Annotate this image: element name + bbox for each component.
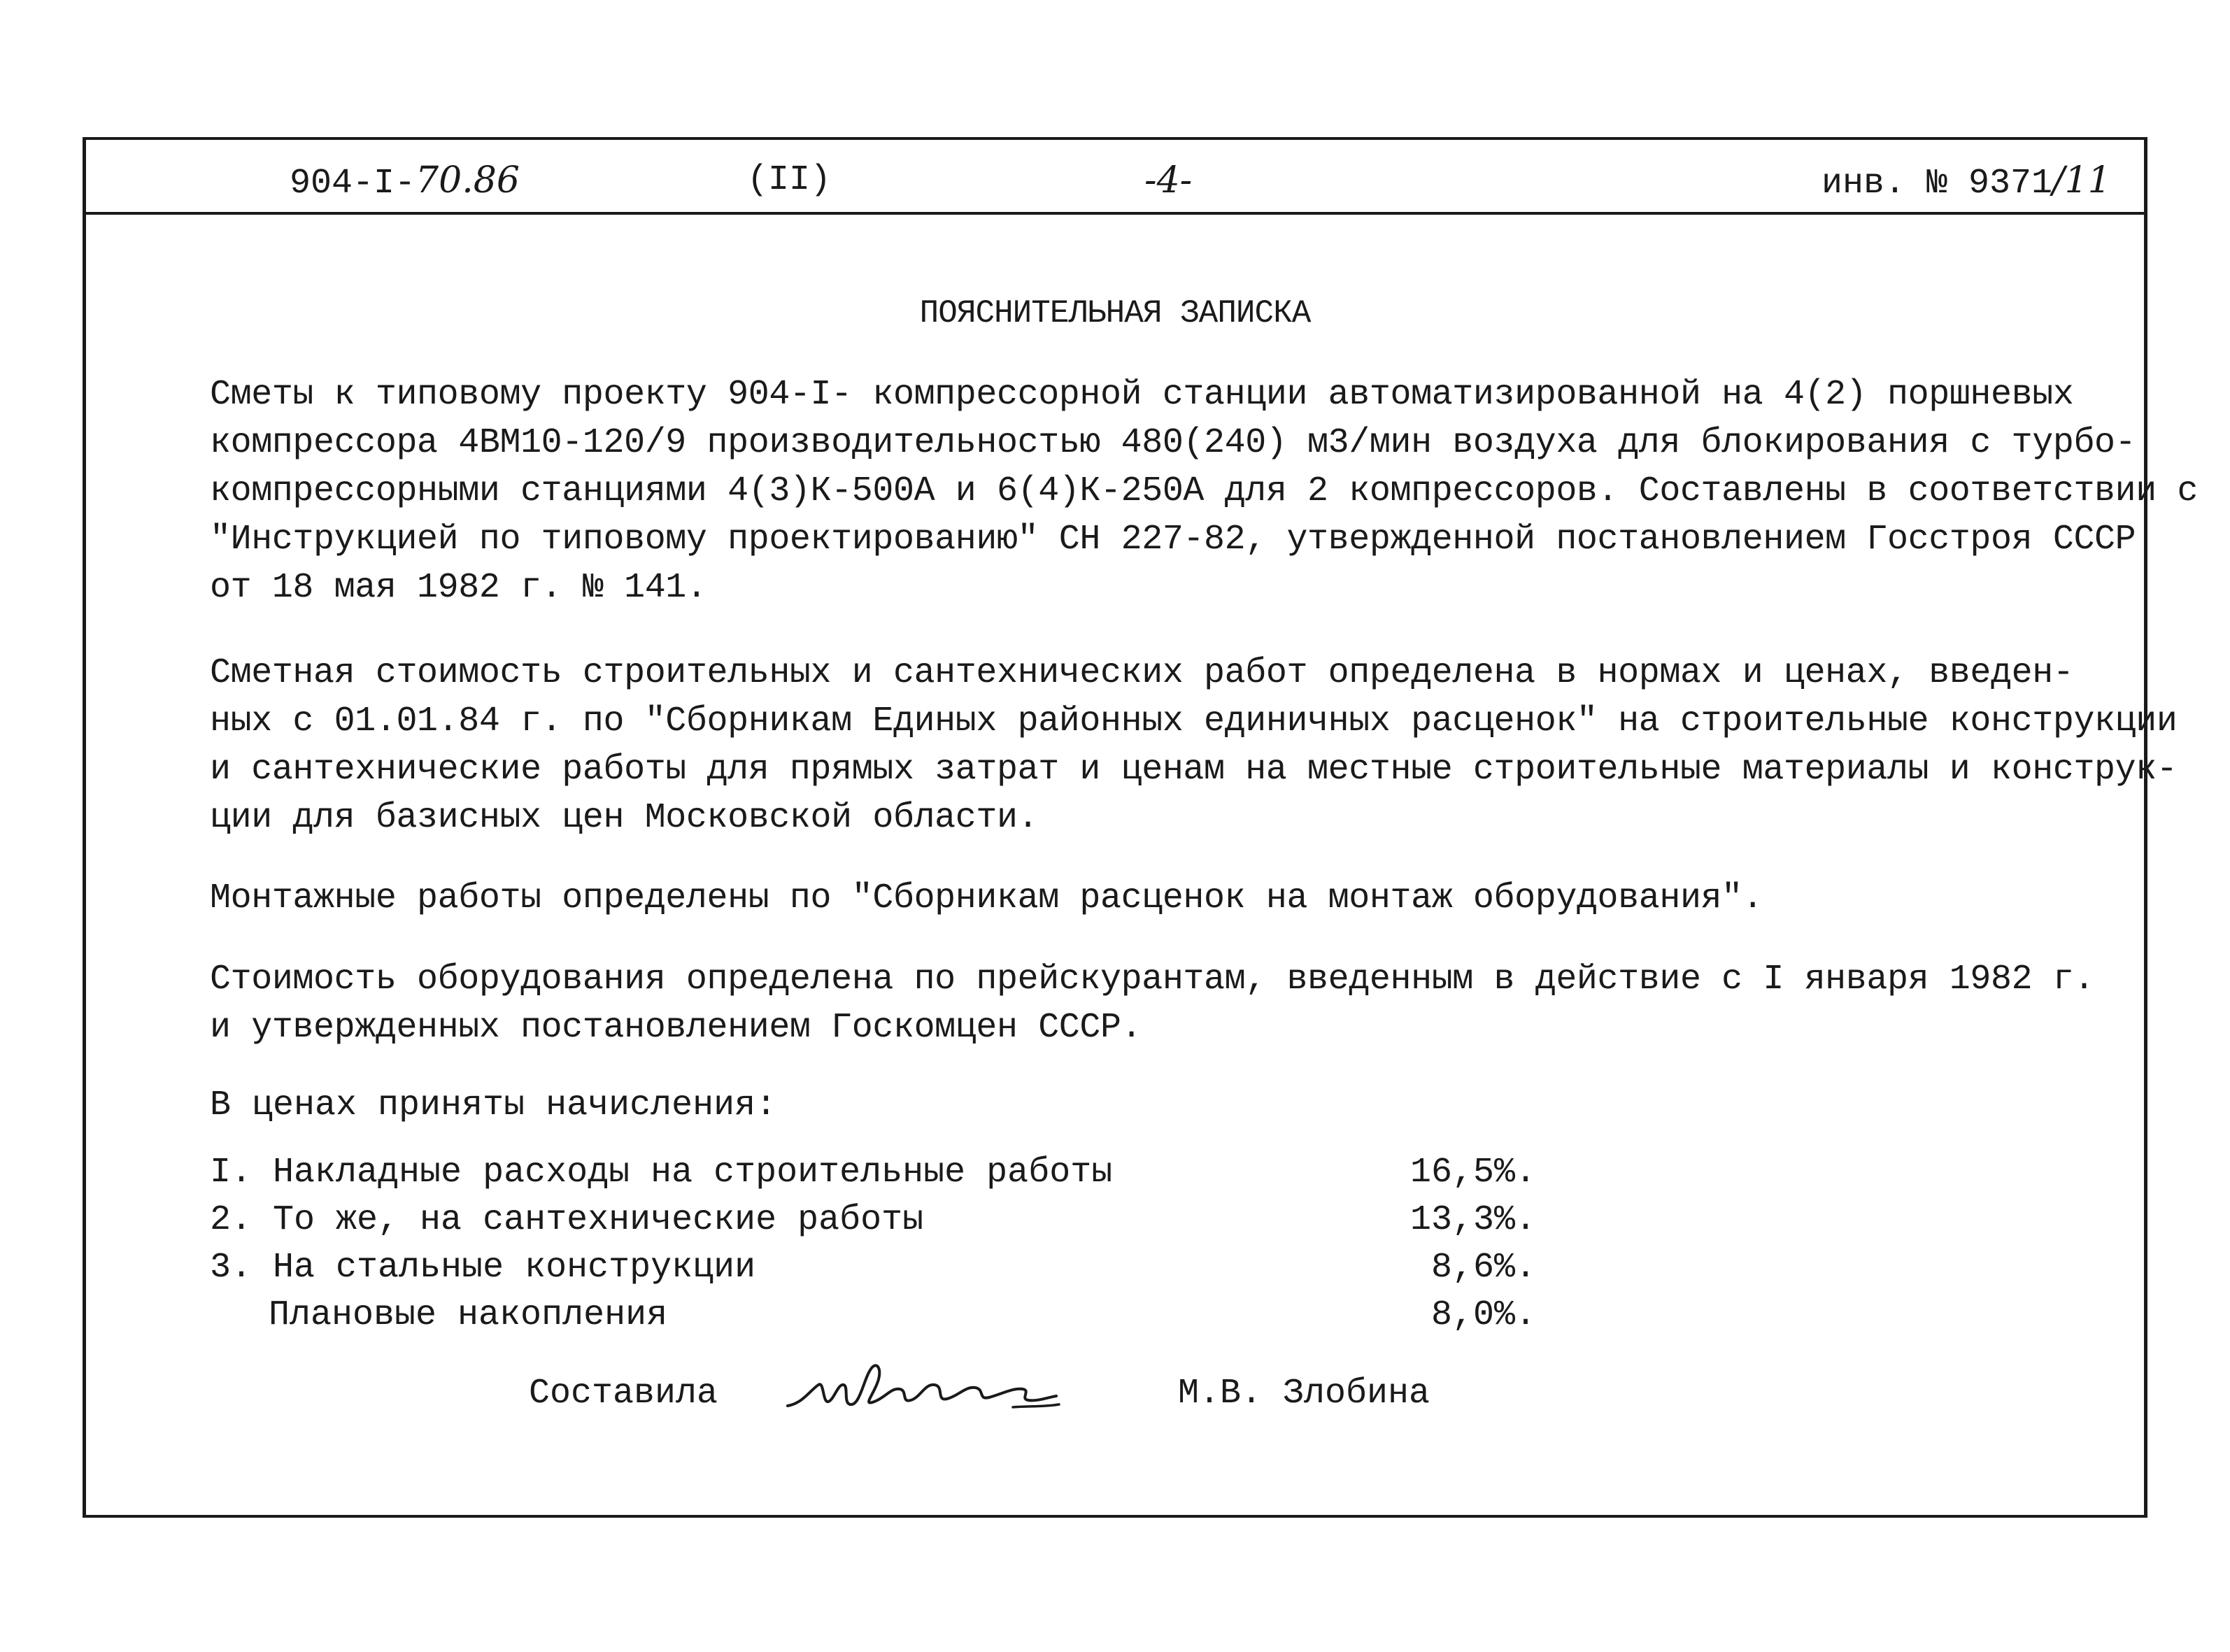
charge-value: 8,0%. xyxy=(1430,1295,1536,1335)
paragraph-line: Сметы к типовому проекту 904-I- компрессорной станции автоматизированной на 4(2) поршневых xyxy=(210,375,2074,415)
inventory-handwritten: /11 xyxy=(2052,159,2111,201)
signature-image xyxy=(782,1348,1076,1425)
doc-code-handwritten: 70.86 xyxy=(416,159,520,201)
paragraph-line: и утвержденных постановлением Госкомцен СССР. xyxy=(210,1008,1142,1048)
paragraph-3 xyxy=(112,874,2001,923)
charge-label: 3. На стальные конструкции xyxy=(210,1248,756,1288)
paragraph-1 xyxy=(112,371,2199,612)
paragraph-2 xyxy=(112,649,2178,842)
inventory-number xyxy=(1821,159,2111,205)
charge-value: 16,5%. xyxy=(1409,1153,1536,1192)
inventory-label: инв. № 9371 xyxy=(1821,164,2053,204)
doc-code-printed: 904-I- xyxy=(290,164,416,204)
charge-value: 8,6%. xyxy=(1430,1248,1536,1288)
page-title: ПОЯСНИТЕЛЬНАЯ ЗАПИСКА xyxy=(919,295,1311,332)
doc-code xyxy=(290,159,520,205)
charges-intro: В ценах приняты начисления: xyxy=(210,1085,777,1125)
paragraph-line: компрессорными станциями 4(3)К-500А и 6(4)К-250А для 2 компрессоров. Составлены в соответствии с xyxy=(210,471,2199,511)
paragraph-line: компрессора 4ВМ10-120/9 производительностью 480(240) м3/мин воздуха для блокирования с турбо- xyxy=(210,423,2136,463)
paragraph-line: "Инструкцией по типовому проектированию" СН 227-82, утвержденной постановлением Госстроя СССР xyxy=(210,520,2136,560)
page-number: -4- xyxy=(1144,159,1193,201)
paragraph-line: Стоимость оборудования определена по прейскурантам, введенным в действие с I января 1982 г. xyxy=(210,960,2095,999)
charge-label: I. Накладные расходы на строительные работы xyxy=(210,1153,1113,1192)
paragraph-line: Сметная стоимость строительных и сантехнических работ определена в нормах и ценах, введен- xyxy=(210,653,2074,693)
paragraph-line: Монтажные работы определены по "Сборникам расценок на монтаж оборудования". xyxy=(210,878,1763,918)
paragraph-line: ных с 01.01.84 г. по "Сборникам Единых районных единичных расценок" на строительные конструкции xyxy=(210,702,2178,741)
paragraph-line: ции для базисных цен Московской области. xyxy=(210,798,1039,838)
signature-name: М.В. Злобина xyxy=(1178,1374,1430,1414)
charge-value: 13,3%. xyxy=(1409,1200,1536,1240)
charge-label: 2. То же, на сантехнические работы xyxy=(210,1200,924,1240)
part-number: (II) xyxy=(747,160,832,200)
paragraph-4 xyxy=(112,955,2095,1052)
paragraph-line: и сантехнические работы для прямых затрат и ценам на местные строительные материалы и конструк- xyxy=(210,750,2178,790)
header-divider xyxy=(83,212,2147,215)
charge-label: Плановые накопления xyxy=(269,1295,668,1335)
paragraph-line: от 18 мая 1982 г. № 141. xyxy=(210,568,707,608)
signature-label: Составила xyxy=(529,1374,718,1414)
